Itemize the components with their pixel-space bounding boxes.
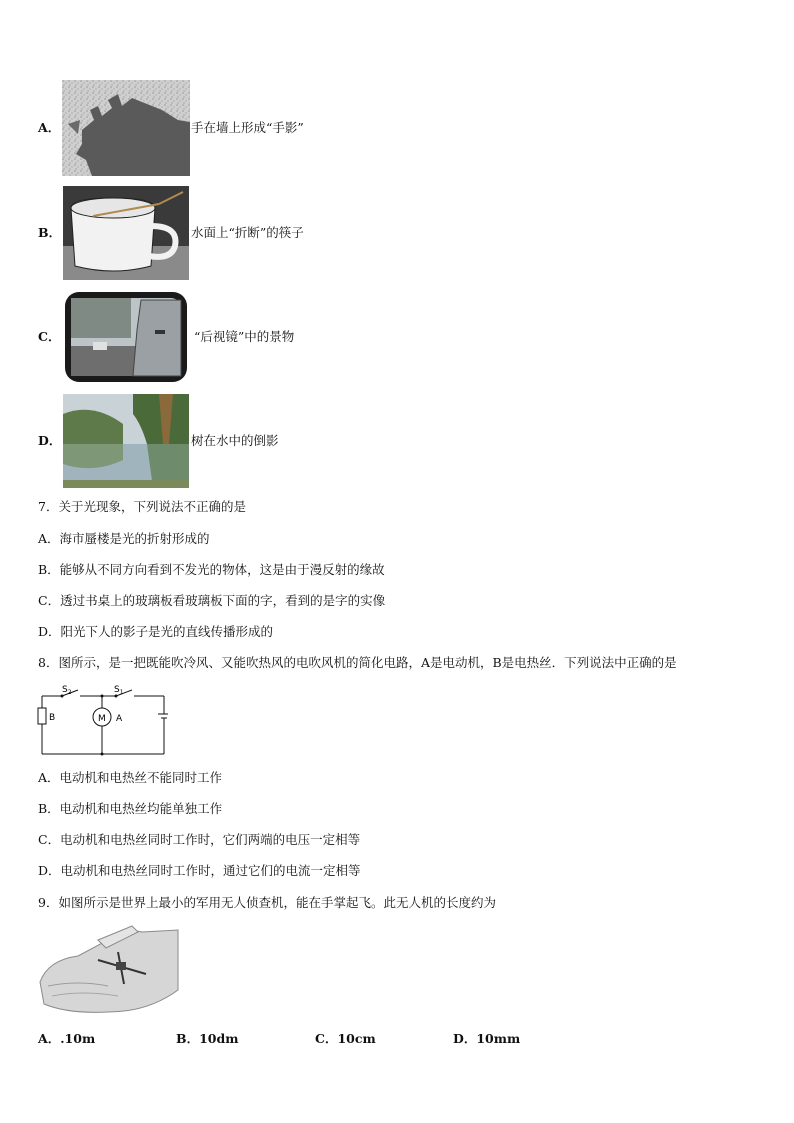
chopstick-cup-image — [63, 186, 189, 280]
option: B．能够从不同方向看到不发光的物体，这是由于漫反射的缘故 — [38, 562, 385, 577]
motor-m-label: M — [98, 714, 106, 724]
option: C．10cm — [315, 1031, 376, 1046]
motor-a-label: A — [116, 714, 123, 724]
option-letter: D． — [38, 433, 62, 448]
option-text: 水面上“折断”的筷子 — [191, 225, 304, 240]
option: C．电动机和电热丝同时工作时，它们两端的电压一定相等 — [38, 832, 361, 847]
rearview-mirror-image — [63, 290, 189, 384]
option: B．电动机和电热丝均能单独工作 — [38, 801, 223, 816]
option-letter: C． — [38, 329, 61, 344]
question-stem: 9．如图所示是世界上最小的军用无人侦查机，能在手掌起飞。此无人机的长度约为 — [38, 895, 496, 910]
circuit-diagram — [36, 684, 168, 758]
option-text: “后视镜”中的景物 — [194, 329, 295, 344]
hand-shadow-image — [62, 80, 190, 176]
option: D．阳光下人的影子是光的直线传播形成的 — [38, 624, 274, 639]
switch-s2-label: $S_2$ — [62, 685, 72, 696]
option-letter: B． — [38, 225, 62, 240]
option: D．10mm — [453, 1031, 521, 1046]
option: C．透过书桌上的玻璃板看玻璃板下面的字，看到的是字的实像 — [38, 593, 386, 608]
option: A．海市蜃楼是光的折射形成的 — [38, 531, 210, 546]
option-text: 树在水中的倒影 — [191, 433, 279, 448]
drone-in-hand-image — [38, 920, 180, 1016]
option: D．电动机和电热丝同时工作时，通过它们的电流一定相等 — [38, 863, 361, 878]
option-text: 手在墙上形成“手影” — [191, 120, 304, 135]
question-stem: 7．关于光现象，下列说法不正确的是 — [38, 499, 246, 514]
circuit-svg — [36, 684, 168, 758]
option: B．10dm — [176, 1031, 239, 1046]
switch-s1-label: $S_1$ — [114, 685, 124, 696]
resistor-b-label: B — [49, 713, 56, 723]
question-stem: 8．图所示，是一把既能吹冷风、又能吹热风的电吹风机的简化电路，A是电动机，B是电热丝．下列说法中正确的是 — [38, 655, 677, 670]
option: A．.10m — [38, 1031, 96, 1046]
option: A．电动机和电热丝不能同时工作 — [38, 770, 223, 785]
option-letter: A． — [38, 120, 61, 135]
tree-reflection-image — [63, 394, 189, 488]
